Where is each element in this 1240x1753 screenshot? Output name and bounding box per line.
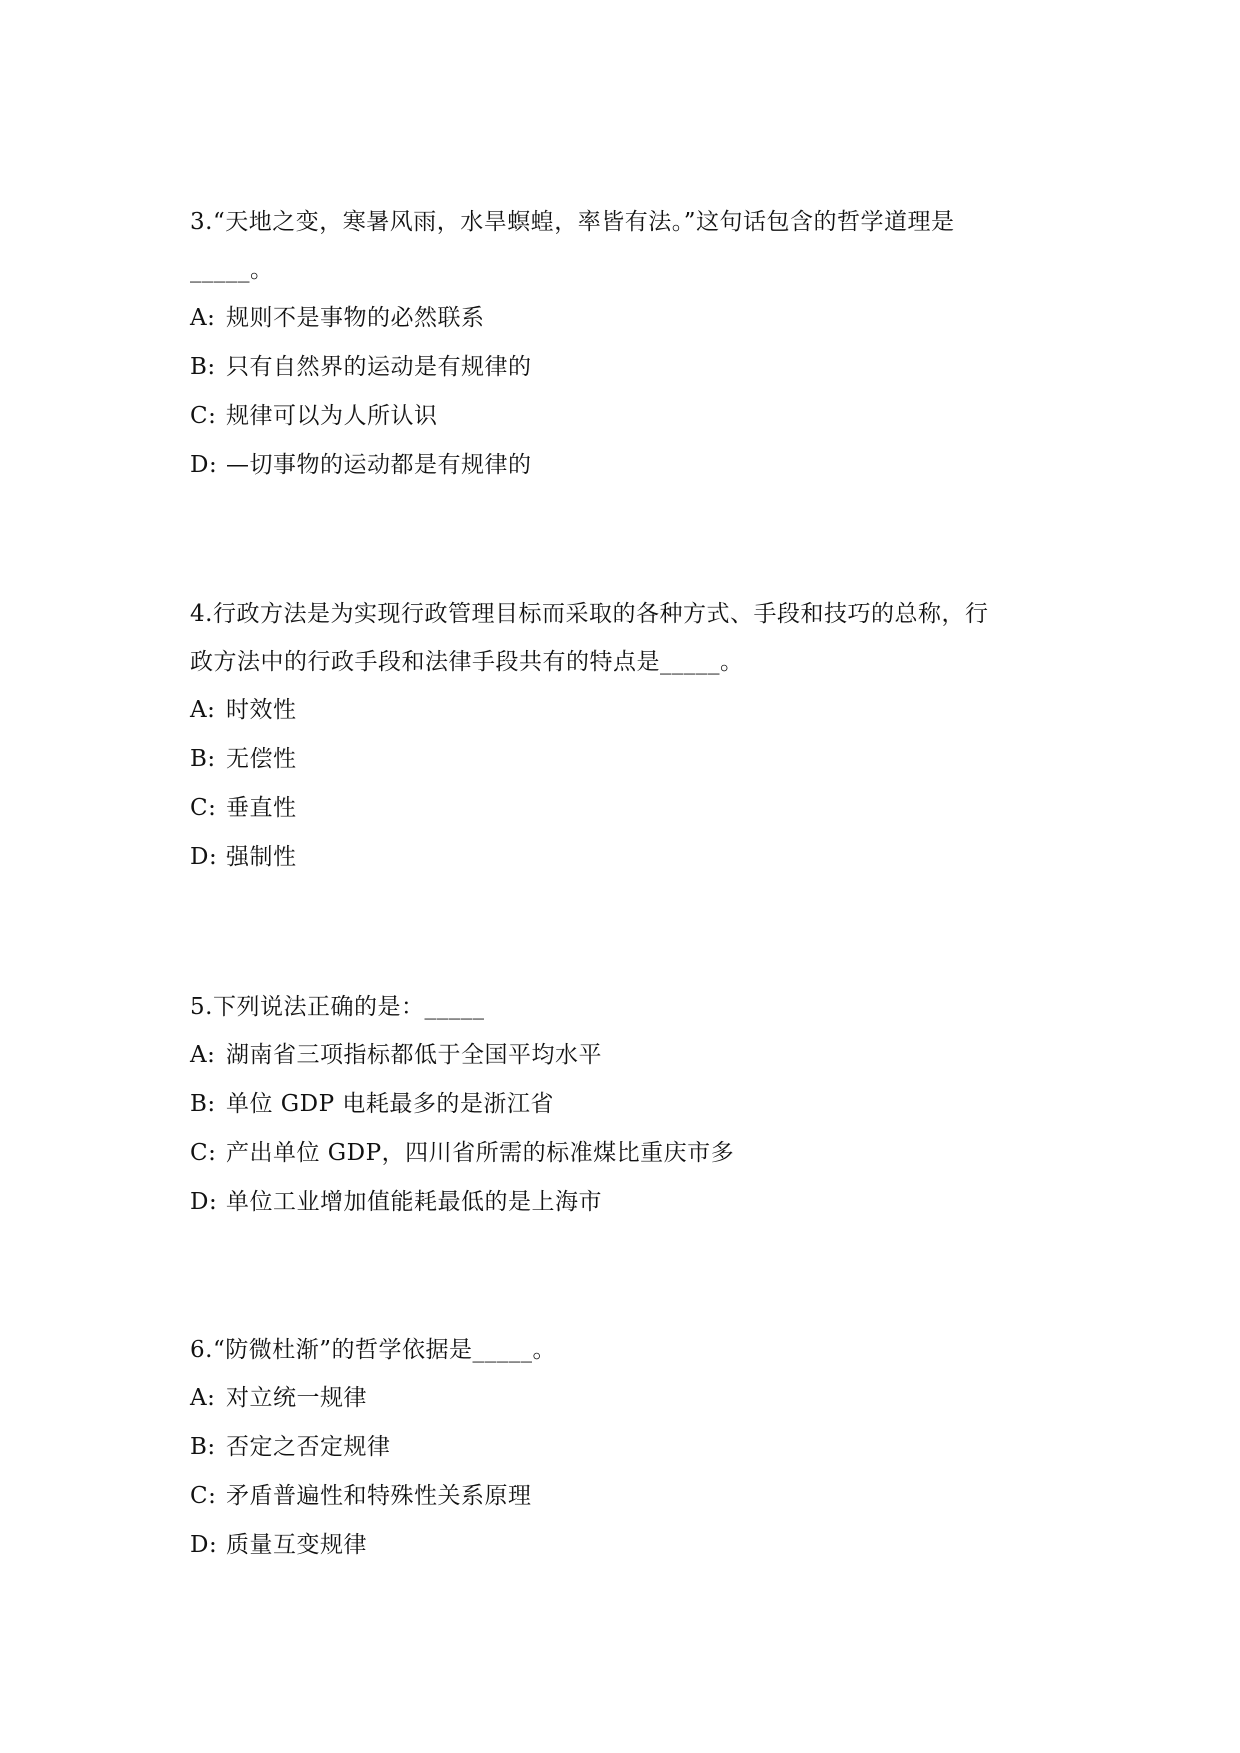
option-a [190,1031,1050,1080]
option-label: A: [190,697,216,723]
option-c [190,784,1050,833]
option-label: C: [190,1140,217,1166]
option-text: 质量互变规律 [226,1532,367,1558]
option-b [190,1080,1050,1129]
option-b [190,735,1050,784]
option-b [190,343,1050,392]
option-text: 垂直性 [226,795,297,821]
option-label: C: [190,403,217,429]
option-c [190,392,1050,441]
option-label: D: [190,1532,218,1558]
option-label: C: [190,1483,217,1509]
option-label: A: [190,1042,216,1068]
option-text: 时效性 [226,697,297,723]
option-d [190,1521,1050,1570]
option-text: 单位 GDP 电耗最多的是浙江省 [226,1091,554,1117]
option-text: 规则不是事物的必然联系 [226,305,485,331]
option-text: 单位工业增加值能耗最低的是上海市 [226,1189,602,1215]
option-c [190,1129,1050,1178]
option-label: C: [190,795,217,821]
option-a [190,1374,1050,1423]
question-stem-line: 5.下列说法正确的是：_____ [190,994,485,1020]
option-text: 强制性 [226,844,297,870]
question-stem-line: 4.行政方法是为实现行政管理目标而采取的各种方式、手段和技巧的总称，行 [190,601,989,627]
option-d [190,1178,1050,1227]
option-text: —切事物的运动都是有规律的 [226,452,532,478]
option-text: 产出单位 GDP，四川省所需的标准煤比重庆市多 [226,1140,735,1166]
option-text: 否定之否定规律 [226,1434,391,1460]
option-text: 湖南省三项指标都低于全国平均水平 [226,1042,602,1068]
option-label: B: [190,1434,216,1460]
option-a [190,686,1050,735]
question-4 [190,590,1050,882]
question-stem-line: 6.“防微杜渐”的哲学依据是_____。 [190,1337,556,1363]
option-label: D: [190,844,218,870]
option-d [190,833,1050,882]
option-text: 矛盾普遍性和特殊性关系原理 [226,1483,532,1509]
option-label: A: [190,1385,216,1411]
question-stem-line: 政方法中的行政手段和法律手段共有的特点是_____。 [190,649,744,675]
option-b [190,1423,1050,1472]
option-a [190,294,1050,343]
question-stem-line: 3.“天地之变，寒暑风雨，水旱螟蝗，率皆有法。”这句话包含的哲学道理是 [190,209,955,235]
option-label: D: [190,452,218,478]
option-label: B: [190,354,216,380]
question-3 [190,198,1050,490]
option-label: D: [190,1189,218,1215]
option-text: 规律可以为人所认识 [226,403,438,429]
question-5 [190,983,1050,1227]
option-c [190,1472,1050,1521]
question-stem-line: _____。 [190,257,274,283]
question-6 [190,1326,1050,1570]
option-label: A: [190,305,216,331]
option-d [190,441,1050,490]
option-text: 对立统一规律 [226,1385,367,1411]
option-text: 只有自然界的运动是有规律的 [226,354,532,380]
option-label: B: [190,1091,216,1117]
option-label: B: [190,746,216,772]
option-text: 无偿性 [226,746,297,772]
